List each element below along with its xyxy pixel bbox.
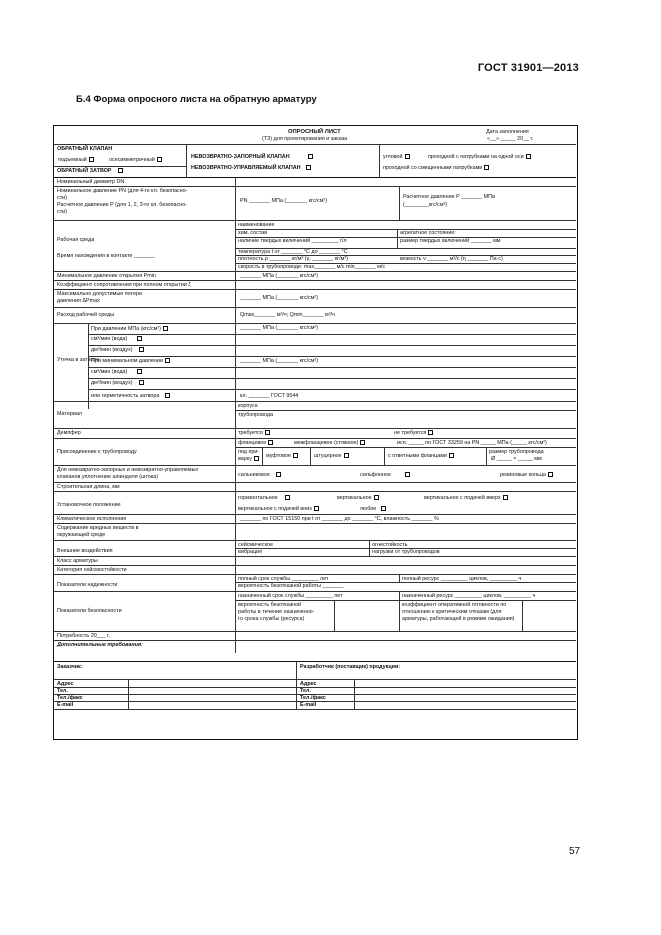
length-label: Строительная длина, мм xyxy=(57,484,120,490)
damper-not-required[interactable]: не требуется xyxy=(394,430,433,436)
material-pipe[interactable]: трубопровода xyxy=(238,412,273,418)
seal-label-cont: клапанов уплотнение шпинделя (штока) xyxy=(57,474,158,480)
flow-value[interactable]: Qmax_______ м³/ч; Qmin_______ м³/ч xyxy=(240,312,335,318)
check-valve-label: ОБРАТНЫЙ КЛАПАН xyxy=(57,146,113,152)
air-option-2[interactable]: дм³/мин (воздух) xyxy=(91,380,144,386)
horizontal-option[interactable]: горизонтальное xyxy=(238,495,290,501)
external-vibration[interactable]: вибрация xyxy=(238,549,262,555)
extra-requirements-label[interactable]: Дополнительные требования: xyxy=(57,642,143,648)
grid-line xyxy=(522,600,523,631)
harmful-label-cont: окружающей среде xyxy=(57,532,106,538)
flange-gost-value[interactable]: исп. _____ по ГОСТ 33259 на PN _____ МПа (_____ кгс/см²) xyxy=(397,440,547,446)
medium-chem[interactable]: хим. состав xyxy=(238,230,268,236)
nonreturn-control-option[interactable]: НЕВОЗВРАТНО-УПРАВЛЯЕМЫЙ КЛАПАН xyxy=(191,165,311,171)
min-open-label: Минимальное давление открытия Pmin xyxy=(57,273,156,279)
grid-line xyxy=(54,565,576,566)
external-fire[interactable]: огнестойкость xyxy=(372,542,408,548)
grid-line xyxy=(399,591,400,631)
water-checkbox-2[interactable] xyxy=(137,369,142,374)
medium-state[interactable]: агрегатное состояние: xyxy=(400,230,456,236)
grid-line xyxy=(54,482,576,483)
weld-option[interactable]: варку xyxy=(238,456,259,462)
developer-label: Разработчик (поставщик) продукции: xyxy=(300,664,401,670)
medium-viscosity[interactable]: вязкость ν _______ м²/с (η _______ Па·с) xyxy=(400,256,503,262)
gland-checkbox[interactable] xyxy=(276,472,281,477)
grid-line xyxy=(54,289,576,290)
check-gate-checkbox[interactable] xyxy=(118,168,123,173)
medium-solid-size[interactable]: размер твердых включений _______ мм xyxy=(400,238,501,244)
grid-line xyxy=(54,491,576,492)
at-min-option[interactable]: При минимальном давлении xyxy=(91,358,170,364)
grid-line xyxy=(54,307,576,308)
climate-value[interactable]: _______ по ГОСТ 15150 при t от _______ до _______ °С, влажность _______ % xyxy=(240,516,439,522)
grid-line xyxy=(88,345,576,346)
leak-min-value[interactable]: _______ МПа (_______ кгс/см²) xyxy=(240,358,319,364)
readiness-coef-label-3: арматуры, работающей в режиме ожидания) xyxy=(402,616,515,622)
grid-line xyxy=(354,679,355,709)
offset-checkbox[interactable] xyxy=(484,165,489,170)
leak-label: Утечка в затворе xyxy=(57,357,100,363)
grid-line xyxy=(54,144,576,145)
air-checkbox-2[interactable] xyxy=(139,380,144,385)
grid-line xyxy=(54,438,576,439)
offset-option[interactable]: проходной со смещенными патрубками xyxy=(383,165,489,171)
grid-line xyxy=(54,186,576,187)
max-loss-value[interactable]: _______ МПа (_______ кгс/см²) xyxy=(240,295,319,301)
coupling-option[interactable]: муфтовое xyxy=(266,453,298,459)
rubber-checkbox[interactable] xyxy=(548,472,553,477)
grid-line xyxy=(399,186,400,220)
failure-probability-value[interactable]: вероятность безотказной работы _______ xyxy=(238,583,344,589)
tightness-checkbox[interactable] xyxy=(165,393,170,398)
grid-line xyxy=(54,540,576,541)
readiness-coef-label-2: отношению к критическим отказам (для xyxy=(402,609,502,615)
form-title: ОПРОСНЫЙ ЛИСТ xyxy=(288,129,341,135)
vertical-down-checkbox[interactable] xyxy=(314,506,319,511)
vertical-checkbox[interactable] xyxy=(374,495,379,500)
through-checkbox[interactable] xyxy=(526,154,531,159)
pr-label-cont: сти) xyxy=(57,209,67,215)
harmful-label: Содержание вредных веществ в xyxy=(57,525,139,531)
water-option-2[interactable]: см³/мин (вода) xyxy=(91,369,142,375)
climate-label: Климатическое исполнение xyxy=(57,516,127,522)
grid-line xyxy=(54,166,186,167)
counter-flange-option[interactable]: с ответными фланцами xyxy=(388,453,454,459)
medium-label: Рабочая среда xyxy=(57,237,95,243)
grid-line xyxy=(128,679,129,709)
readiness-coef-label: коэффициент оперативной готовности по xyxy=(402,602,507,608)
grid-line xyxy=(54,631,576,632)
union-option[interactable]: штуцерное xyxy=(314,453,349,459)
damper-required[interactable]: требуется xyxy=(238,430,270,436)
reliability-label: Показатели надежности xyxy=(57,582,118,588)
grid-line xyxy=(54,280,576,281)
demand-label[interactable]: Потребность 20___ г. xyxy=(57,633,110,639)
flow-label: Расход рабочей среды xyxy=(57,312,115,318)
flanged-checkbox[interactable] xyxy=(268,440,273,445)
material-body[interactable]: корпуса xyxy=(238,403,258,409)
grid-line xyxy=(54,523,576,524)
air-checkbox[interactable] xyxy=(139,347,144,352)
safety-label: Показатели безопасности xyxy=(57,608,122,614)
grid-line xyxy=(88,378,576,379)
weld-label: под при- xyxy=(238,449,260,455)
min-open-value[interactable]: _______ МПа (_______ кгс/см²) xyxy=(240,273,319,279)
water-option[interactable]: см³/мин (вода) xyxy=(91,336,142,342)
counter-flange-checkbox[interactable] xyxy=(449,453,454,458)
contact-time-label[interactable]: Время нахождения в контакте _______ xyxy=(57,253,155,259)
developer-fax[interactable]: Тел./факс xyxy=(300,695,326,701)
vertical-up-checkbox[interactable] xyxy=(503,495,508,500)
customer-fax[interactable]: Тел./факс xyxy=(57,695,83,701)
weld-checkbox[interactable] xyxy=(254,456,259,461)
at-min-checkbox[interactable] xyxy=(165,358,170,363)
grid-line xyxy=(54,556,576,557)
grid-line xyxy=(186,144,187,177)
medium-temperature[interactable]: температура t от _______ °С до _______ °С xyxy=(238,249,348,255)
tightness-option[interactable]: или герметичность затвора xyxy=(91,393,170,399)
customer-email[interactable]: E-mail xyxy=(57,702,74,708)
pn-label: Номинальное давление PN (для 4-го кл. безопасно- xyxy=(57,188,188,194)
grid-line xyxy=(88,389,576,390)
connection-label: Присоединение к трубопроводу xyxy=(57,449,137,455)
lift-checkbox[interactable] xyxy=(89,157,94,162)
pn-label-cont: сти) xyxy=(57,195,67,201)
coupling-checkbox[interactable] xyxy=(293,453,298,458)
pipe-size-value[interactable]: Ø _____ × _____ мм xyxy=(491,456,542,462)
medium-speed[interactable]: скорость в трубопроводе: max_______ м/с min_______ м/с xyxy=(238,264,386,270)
questionnaire-form xyxy=(53,125,578,740)
grid-line xyxy=(54,177,576,178)
wafer-checkbox[interactable] xyxy=(360,440,365,445)
pr-label: Расчетное давление P (для 1, 2, 3-го кл. безопасно- xyxy=(57,202,188,208)
customer-label: Заказчик: xyxy=(57,664,83,670)
tightness-value[interactable]: кл. _______ ГОСТ 9544 xyxy=(240,393,299,399)
nonreturn-shutoff-option[interactable]: НЕВОЗВРАТНО-ЗАПОРНЫЙ КЛАПАН xyxy=(191,154,313,160)
nonreturn-control-checkbox[interactable] xyxy=(306,165,311,170)
grid-line xyxy=(88,323,89,409)
safety-probability-label-2: работы в течение назначенно- xyxy=(238,609,315,615)
at-pressure-option[interactable]: При давлении МПа (кгс/см²) xyxy=(91,326,168,332)
safety-probability-label-3: го срока службы (ресурса) xyxy=(238,616,305,622)
section-heading: Б.4 Форма опросного листа на обратную арматуру xyxy=(76,94,317,105)
developer-address[interactable]: Адрес xyxy=(300,681,317,687)
grid-line xyxy=(486,447,487,465)
medium-solids[interactable]: наличие твердых включений _________ г/л xyxy=(238,238,347,244)
medium-name[interactable]: наименование xyxy=(238,222,275,228)
check-gate-option[interactable]: ОБРАТНЫЙ ЗАТВОР xyxy=(57,168,123,174)
seismic-category-label: Категория сейсмостойкости xyxy=(57,567,127,573)
grid-line xyxy=(88,356,576,357)
grid-line xyxy=(54,687,576,688)
grid-line xyxy=(54,465,576,466)
grid-line xyxy=(54,271,576,272)
axisym-option[interactable]: осесимметричный xyxy=(109,157,162,163)
damper-not-required-checkbox[interactable] xyxy=(428,430,433,435)
damper-required-checkbox[interactable] xyxy=(265,430,270,435)
any-checkbox[interactable] xyxy=(381,506,386,511)
at-pressure-checkbox[interactable] xyxy=(163,326,168,331)
zeta-label: Коэффициент сопротивления при полном открытии ζ xyxy=(57,282,191,288)
assigned-resource-value[interactable]: назначенный ресурс _________ циклов, _________ ч xyxy=(402,593,536,599)
customer-phone[interactable]: Тел. xyxy=(57,688,68,694)
customer-address[interactable]: Адрес xyxy=(57,681,74,687)
grid-line xyxy=(399,574,400,582)
wafer-option[interactable]: межфланцевое (стяжное) xyxy=(294,440,365,446)
nonreturn-shutoff-checkbox[interactable] xyxy=(308,154,313,159)
vertical-up-option[interactable]: вертикальное с подачей вверх xyxy=(424,495,508,501)
gland-option[interactable]: сальниковое xyxy=(238,472,281,478)
vertical-option[interactable]: вертикальное xyxy=(337,495,379,501)
max-loss-label: Максимально допустимые потери xyxy=(57,291,142,297)
developer-phone[interactable]: Тел. xyxy=(300,688,311,694)
grid-line xyxy=(235,447,576,448)
grid-line xyxy=(54,661,576,662)
grid-line xyxy=(88,334,576,335)
through-option[interactable]: проходной с патрубками на одной оси xyxy=(428,154,531,160)
grid-line xyxy=(54,220,576,221)
full-life-value[interactable]: полный срок службы _________ лет xyxy=(238,576,329,582)
form-subtitle: (ТЗ) для проектирования и заказа xyxy=(262,136,348,142)
grid-line xyxy=(235,410,576,411)
dn-label: Номинальный диаметр DN xyxy=(57,179,125,185)
grid-line xyxy=(384,447,385,465)
grid-line xyxy=(54,574,576,575)
flanged-option[interactable]: фланцевое xyxy=(238,440,273,446)
any-option[interactable]: любое xyxy=(360,506,386,512)
external-label: Внешние воздействия xyxy=(57,548,113,554)
bellows-option[interactable]: сильфонное xyxy=(360,472,410,478)
grid-line xyxy=(379,144,380,177)
class-label: Класс арматуры xyxy=(57,558,98,564)
date-value[interactable]: «__» _____ 20__ г. xyxy=(487,136,534,142)
grid-line xyxy=(397,229,398,248)
angle-checkbox[interactable] xyxy=(405,154,410,159)
angle-option[interactable]: угловой xyxy=(383,154,410,160)
pipe-size-label: размер трубопровода xyxy=(489,449,544,455)
grid-line xyxy=(54,640,576,641)
install-label: Установочное положение xyxy=(57,502,121,508)
developer-email[interactable]: E-mail xyxy=(300,702,317,708)
page-number: 57 xyxy=(569,846,581,857)
assigned-life-value[interactable]: назначенный срок службы _________ лет xyxy=(238,593,343,599)
material-label: Материал xyxy=(57,411,82,417)
grid-line xyxy=(54,323,576,324)
damper-label: Демпфер xyxy=(57,430,81,436)
grid-line xyxy=(235,600,576,601)
vertical-down-option[interactable]: вертикальное с подачей вниз xyxy=(238,506,319,512)
external-pipe-loads[interactable]: нагрузки от трубопроводов xyxy=(372,549,440,555)
grid-line xyxy=(310,447,311,465)
external-seismic[interactable]: сейсмическое xyxy=(238,542,274,548)
grid-line xyxy=(54,401,576,402)
grid-line xyxy=(54,514,576,515)
pn-value[interactable]: PN _______ МПа (_______ кгс/см²) xyxy=(240,198,328,204)
air-option[interactable]: дм³/мин (воздух) xyxy=(91,347,144,353)
grid-line xyxy=(334,600,335,631)
seal-label: Для невозвратно-запорных и невозвратно-управляемых xyxy=(57,467,199,473)
grid-line xyxy=(262,447,263,465)
standard-number: ГОСТ 31901—2013 xyxy=(477,62,579,74)
safety-probability-label: вероятность безотказной xyxy=(238,602,302,608)
union-checkbox[interactable] xyxy=(344,453,349,458)
grid-line xyxy=(88,367,576,368)
water-checkbox[interactable] xyxy=(137,336,142,341)
bellows-checkbox[interactable] xyxy=(405,472,410,477)
grid-line xyxy=(54,679,576,680)
pr-value-2[interactable]: (________кгс/см²) xyxy=(403,202,448,208)
rubber-option[interactable]: резиновые кольца xyxy=(500,472,553,478)
horizontal-checkbox[interactable] xyxy=(285,495,290,500)
grid-line xyxy=(54,428,576,429)
full-resource-value[interactable]: полный ресурс _________ циклов, _________ ч xyxy=(402,576,522,582)
grid-line xyxy=(54,709,576,710)
lift-option[interactable]: подъемный xyxy=(58,157,94,163)
grid-line xyxy=(54,591,576,592)
date-label: Дата заполнения xyxy=(486,129,529,135)
axisym-checkbox[interactable] xyxy=(157,157,162,162)
max-loss-label-cont: давления ΔPmax xyxy=(57,298,100,304)
medium-density[interactable]: плотность ρ _______ кг/м³ (γ, _______ кг/м³) xyxy=(238,256,348,262)
leak-pressure-value[interactable]: _______ МПа (_______ кгс/см²) xyxy=(240,325,319,331)
pr-value[interactable]: Расчетное давление P _______ МПа xyxy=(403,194,495,200)
